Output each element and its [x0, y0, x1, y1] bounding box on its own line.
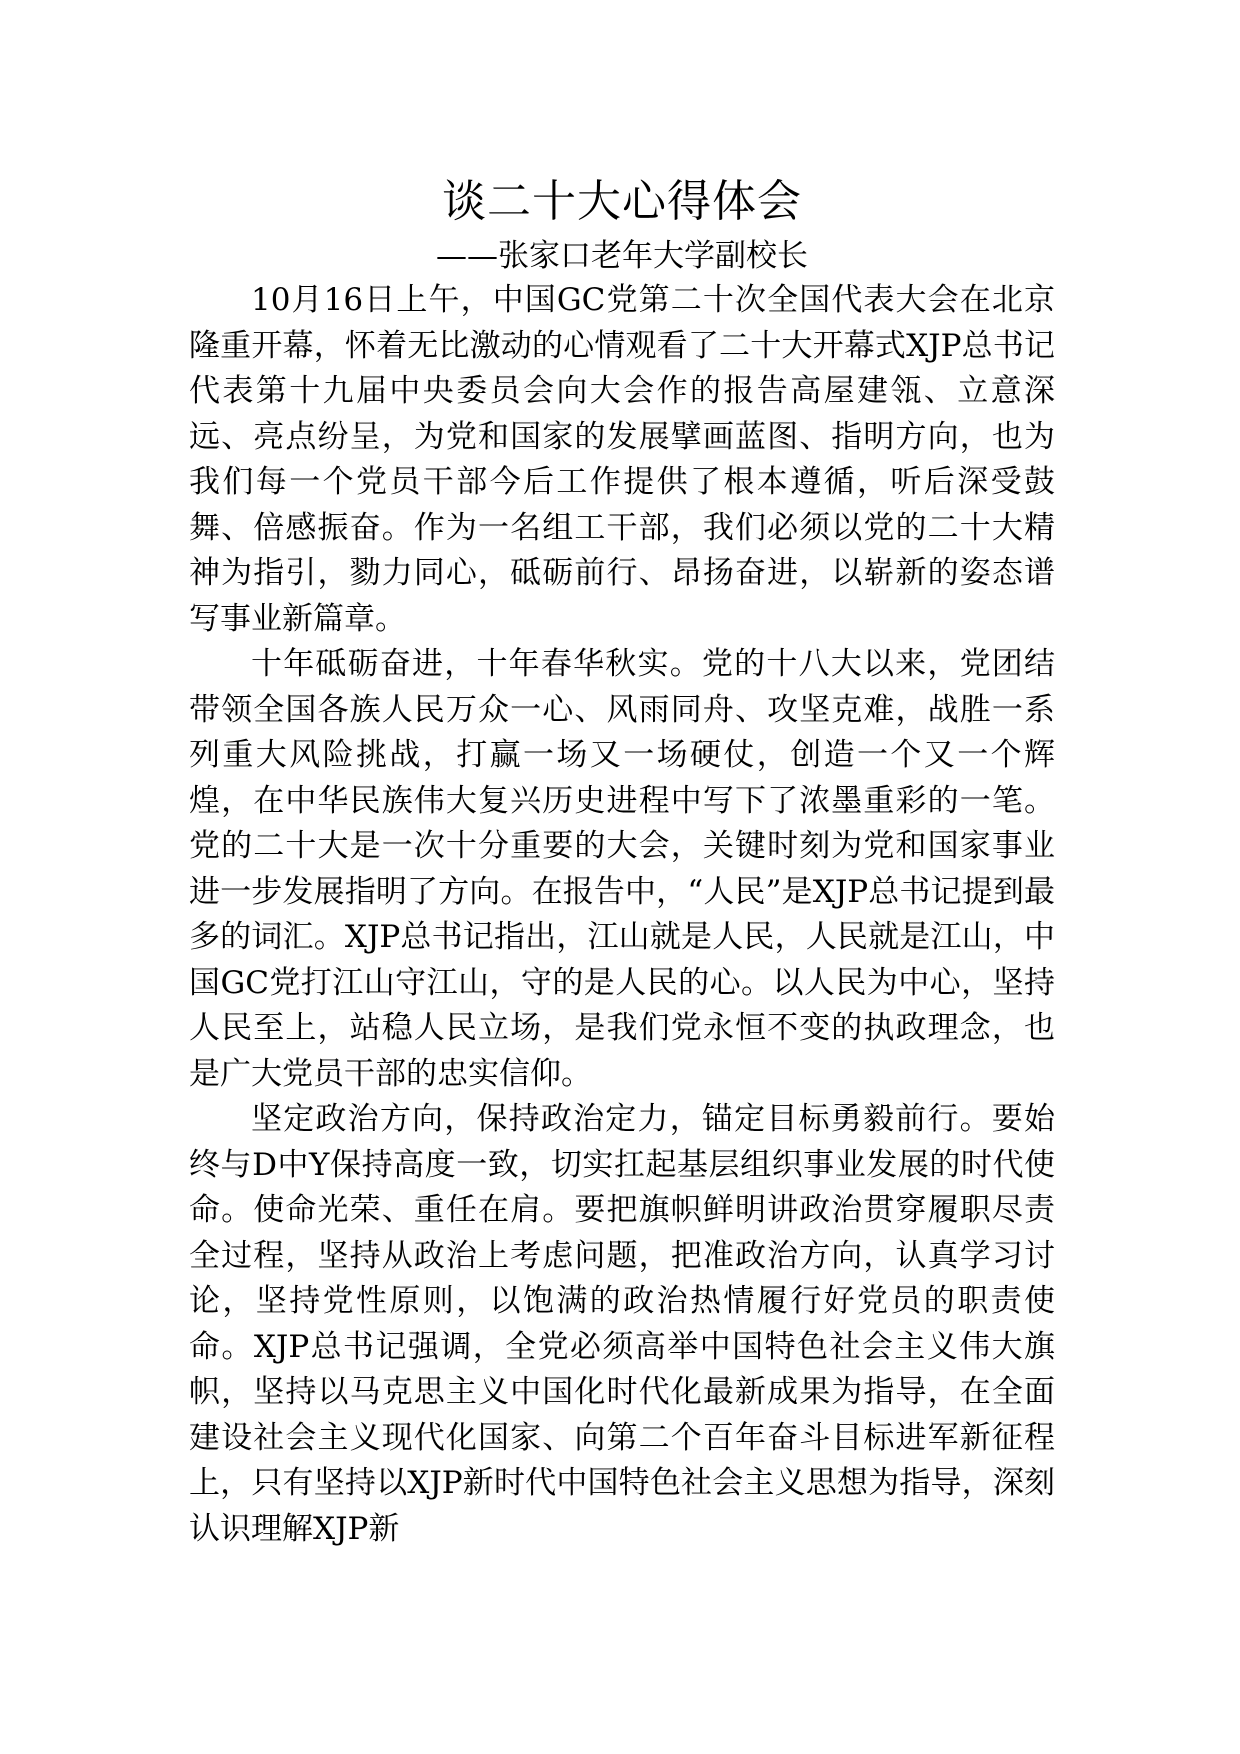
document-title: 谈二十大心得体会 [442, 176, 802, 227]
paragraph: 坚定政治方向，保持政治定力，锚定目标勇毅前行。要始终与D中Y保持高度一致，切实扛起基层组织事业发展的时代使命。使命光荣、重任在肩。要把旗帜鲜明讲政治贯穿履职尽责全过程，坚持从政治上考虑问题，把准政治方向，认真学习讨论，坚持党性原则，以饱满的政治热情履行好党员的职责使命。XJP总书记强调，全党必须高举中国特色社会主义伟大旗帜，坚持以马克思主义中国化时代化最新成果为指导，在全面建设社会主义现代化国家、向第二个百年奋斗目标进军新征程上，只有坚持以XJP新时代中国特色社会主义思想为指导，深刻认识理解XJP新 [189, 1101, 1055, 1547]
paragraph: 10月16日上午，中国GC党第二十次全国代表大会在北京隆重开幕，怀着无比激动的心情观看了二十大开幕式XJP总书记代表第十九届中央委员会向大会作的报告高屋建瓴、立意深远、亮点纷呈，为党和国家的发展擘画蓝图、指明方向，也为我们每一个党员干部今后工作提供了根本遵循，听后深受鼓舞、倍感振奋。作为一名组工干部，我们必须以党的二十大精神为指引，勠力同心，砥砺前行、昂扬奋进，以崭新的姿态谱写事业新篇章。 [189, 282, 1055, 637]
paragraph: 十年砥砺奋进，十年春华秋实。党的十八大以来，党团结带领全国各族人民万众一心、风雨同舟、攻坚克难，战胜一系列重大风险挑战，打赢一场又一场硬仗，创造一个又一个辉煌，在中华民族伟大复兴历史进程中写下了浓墨重彩的一笔。党的二十大是一次十分重要的大会，关键时刻为党和国家事业进一步发展指明了方向。在报告中，“人民”是XJP总书记提到最多的词汇。XJP总书记指出，江山就是人民，人民就是江山，中国GC党打江山守江山，守的是人民的心。以人民为中心，坚持人民至上，站稳人民立场，是我们党永恒不变的执政理念，也是广大党员干部的忠实信仰。 [189, 646, 1055, 1092]
document-subtitle: ——张家口老年大学副校长 [436, 238, 808, 274]
document-body [189, 170, 1055, 1552]
